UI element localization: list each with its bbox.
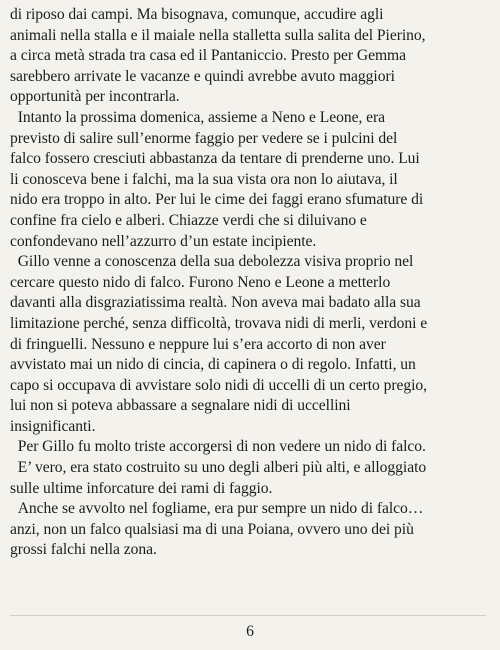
text-line: confine fra cielo e alberi. Chiazze verdi che si diluivano e [10,211,367,229]
text-line: di riposo dai campi. Ma bisognava, comunque, accudire agli [10,6,384,23]
text-line: Gillo venne a conoscenza della sua debolezza visiva proprio nel [10,253,414,271]
text-line: falco fossero cresciuti abbastanza da tentare di prenderne uno. Lui [10,150,420,168]
text-line: capo si occupava di avvistare solo nidi di uccelli di un certo pregio, [10,376,427,394]
text-line: Per Gillo fu molto triste accorgersi di non vedere un nido di falco. [10,438,426,456]
text-line: limitazione perché, senza difficoltà, trovava nidi di merli, verdoni e [10,314,428,332]
text-line: di fringuelli. Nessuno e neppure lui s’era accorto di non aver [10,335,386,353]
footer-divider [10,615,486,616]
page-number: 6 [246,623,254,640]
text-line: lui non si poteva abbassare a segnalare nidi di uccellini [10,397,351,415]
body-text [10,5,486,561]
text-line: nido era troppo in alto. Per lui le cime dei faggi erano sfumature di [10,191,424,209]
text-line: Intanto la prossima domenica, assieme a Neno e Leone, era [10,108,386,126]
text-line: sulle ultime inforcature dei rami di faggio. [10,479,273,497]
text-line: davanti alla disgraziatissima realtà. Non aveva mai badato alla sua [10,294,421,312]
text-line: cercare questo nido di falco. Furono Neno e Leone a metterlo [10,273,391,291]
text-line: li conosceva bene i falchi, ma la sua vista ora non lo aiutava, il [10,170,398,188]
text-line: E’ vero, era stato costruito su uno degli alberi più alti, e alloggiato [10,459,427,477]
text-line: avvistato mai un nido di cincia, di capinera o di regolo. Infatti, un [10,356,416,374]
text-line: Anche se avvolto nel fogliame, era pur sempre un nido di falco… [10,500,424,518]
text-line: animali nella stalla e il maiale nella stalletta sulla salita del Pierino, [10,26,426,44]
text-line: sarebbero arrivate le vacanze e quindi avrebbe avuto maggiori [10,67,395,85]
text-line: grossi falchi nella zona. [10,541,157,559]
text-line: opportunità per incontrarla. [10,88,180,106]
text-line: anzi, non un falco qualsiasi ma di una Poiana, ovvero uno dei più [10,520,414,538]
text-line: a circa metà strada tra casa ed il Pantaniccio. Presto per Gemma [10,47,406,65]
text-line: insignificanti. [10,417,96,435]
text-line: previsto di salire sull’enorme faggio per vedere se i pulcini del [10,129,398,147]
text-line: confondevano nell’azzurro d’un estate incipiente. [10,232,317,250]
